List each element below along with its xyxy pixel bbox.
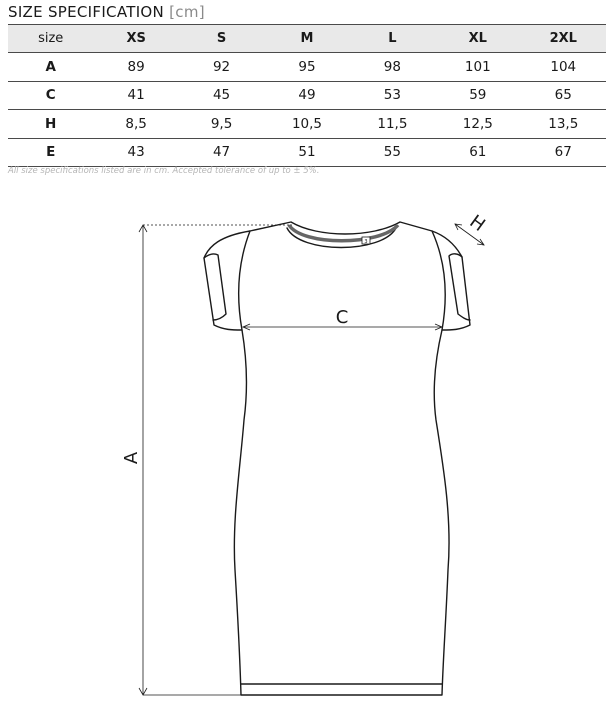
dress-outline — [204, 222, 470, 695]
neck-tape — [289, 225, 398, 241]
table-cell: 41 — [93, 81, 178, 110]
table-cell: 11,5 — [350, 110, 435, 139]
measure-h-label: H — [465, 211, 489, 237]
table-cell: 55 — [350, 138, 435, 167]
table-cell: 65 — [521, 81, 606, 110]
table-cell: 98 — [350, 53, 435, 82]
measure-a-label: A — [121, 451, 142, 465]
header-size: size — [8, 25, 93, 53]
header-s: S — [179, 25, 264, 53]
table-cell: 13,5 — [521, 110, 606, 139]
neck-label-tag-text: 3 — [364, 239, 368, 245]
right-sleeve-cuff — [449, 254, 470, 320]
header-m: M — [264, 25, 349, 53]
table-cell: 45 — [179, 81, 264, 110]
table-cell: 43 — [93, 138, 178, 167]
table-cell: 89 — [93, 53, 178, 82]
header-xs: XS — [93, 25, 178, 53]
left-sleeve-cuff — [204, 254, 226, 320]
header-l: L — [350, 25, 435, 53]
table-cell: 9,5 — [179, 110, 264, 139]
table-cell: 10,5 — [264, 110, 349, 139]
tolerance-note: All size specifications listed are in cm. Accepted tolerance of up to ± 5%. — [8, 166, 320, 176]
table-cell: 53 — [350, 81, 435, 110]
measure-c-label: C — [335, 307, 349, 328]
table-cell: 59 — [435, 81, 520, 110]
title-unit: [cm] — [169, 3, 205, 21]
table-cell: 95 — [264, 53, 349, 82]
row-label: C — [8, 81, 93, 110]
title-text: SIZE SPECIFICATION — [8, 3, 165, 21]
left-sleeve-seam — [239, 231, 250, 330]
table-cell: 12,5 — [435, 110, 520, 139]
row-label: E — [8, 138, 93, 167]
table-cell: 101 — [435, 53, 520, 82]
table-cell: 8,5 — [93, 110, 178, 139]
table-cell: 92 — [179, 53, 264, 82]
table-cell: 47 — [179, 138, 264, 167]
row-label: A — [8, 53, 93, 82]
neckline-inner — [287, 228, 396, 248]
table-cell: 67 — [521, 138, 606, 167]
row-label: H — [8, 110, 93, 139]
table-cell: 51 — [264, 138, 349, 167]
table-cell: 49 — [264, 81, 349, 110]
table-cell: 104 — [521, 53, 606, 82]
header-2xl: 2XL — [521, 25, 606, 53]
right-sleeve-seam — [432, 231, 445, 330]
table-cell: 61 — [435, 138, 520, 167]
header-xl: XL — [435, 25, 520, 53]
